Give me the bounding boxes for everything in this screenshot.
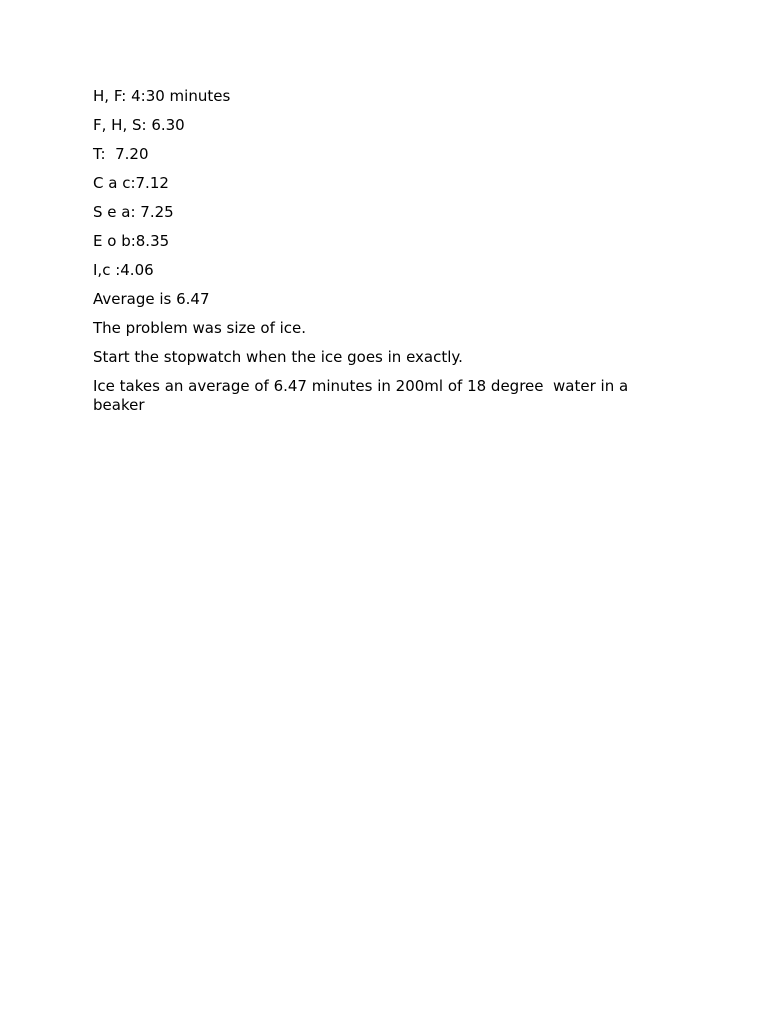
text-line-2: F, H, S: 6.30 bbox=[93, 116, 185, 134]
text-line-6: E o b:8.35 bbox=[93, 232, 170, 250]
problem-line: The problem was size of ice. bbox=[93, 319, 307, 337]
text-line-1: H, F: 4:30 minutes bbox=[93, 87, 231, 105]
conclusion-line: Ice takes an average of 6.47 minutes in 200ml of 18 degree water in a beaker bbox=[93, 377, 633, 414]
document-body bbox=[93, 87, 675, 425]
average-line: Average is 6.47 bbox=[93, 290, 210, 308]
text-line-5: S e a: 7.25 bbox=[93, 203, 174, 221]
stopwatch-line: Start the stopwatch when the ice goes in exactly. bbox=[93, 348, 463, 366]
text-line-3: T: 7.20 bbox=[93, 145, 149, 163]
text-line-7: I,c :4.06 bbox=[93, 261, 154, 279]
text-line-4: C a c:7.12 bbox=[93, 174, 169, 192]
